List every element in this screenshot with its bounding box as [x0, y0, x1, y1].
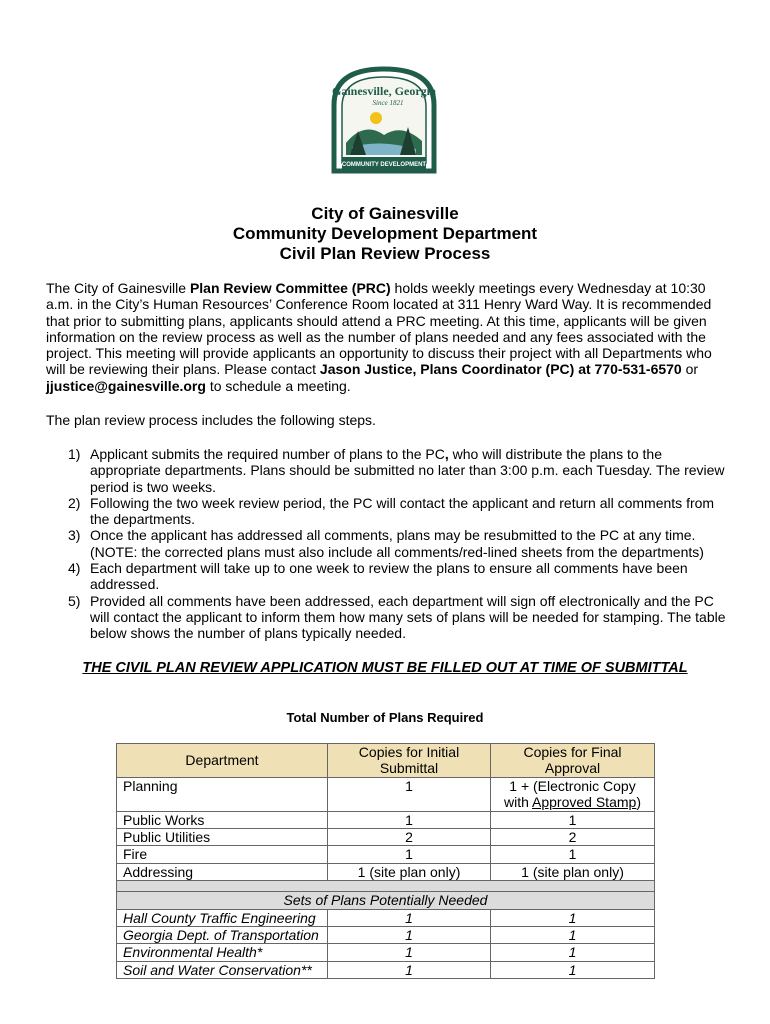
- cell-final: 1: [491, 846, 655, 863]
- step-number: 5): [68, 592, 81, 609]
- header-initial: Copies for Initial Submittal: [328, 744, 491, 778]
- step-text: Applicant submits the required number of plans to the PC: [90, 446, 445, 462]
- cell-dept: Soil and Water Conservation**: [117, 961, 328, 978]
- cell-initial: 2: [328, 829, 491, 846]
- cell-final: 1: [491, 927, 655, 944]
- step-text: Provided all comments have been addressed, each department will sign off electronically and the PC will contact the applicant to inform them how many sets of plans will be needed for stamping. The table below shows the number of plans typically needed.: [90, 592, 726, 642]
- city-seal-icon: [330, 65, 438, 177]
- cell-initial: 1: [328, 927, 491, 944]
- cell-initial: 1: [328, 777, 491, 811]
- step-text-cont: who will distribute the plans to the appropriate departments. Plans should be submitted no later than 3:00 p.m. each Tuesday. The review period is two weeks.: [90, 446, 725, 495]
- step-text: Following the two week review period, the PC will contact the applicant and return all comments from the departments.: [90, 494, 715, 528]
- cell-dept: Addressing: [117, 863, 328, 880]
- city-logo: [330, 65, 438, 177]
- step-item: [46, 495, 726, 528]
- intro-text-2: holds weekly meetings every Wednesday at 10:30 a.m. in the City’s Human Resources’ Conference Room located at 311 Henry Ward Way. It is recommended that prior to submitting plans, applicants should attend a PRC meeting. At this time, applicants will be given information on the review process as well as the number of plans needed and any fees associated with the project. This meeting will provide applicants an opportunity to discuss their project with all Departments who will be reviewing their plans. Please contact: [46, 280, 712, 378]
- final-text: 1 + (Electronic Copy with: [504, 777, 636, 811]
- cell-dept: Hall County Traffic Engineering: [117, 909, 328, 926]
- table-row: [117, 846, 655, 863]
- header-final: Copies for Final Approval: [491, 744, 655, 778]
- cell-dept: Public Utilities: [117, 829, 328, 846]
- intro-text-3: or: [681, 361, 699, 378]
- table-subheading-row: [117, 892, 655, 909]
- plans-required-table: [116, 743, 655, 979]
- steps-list: [46, 446, 726, 642]
- intro-contact: Jason Justice, Plans Coordinator (PC) at 770-531-6570: [319, 361, 682, 378]
- intro-prc: Plan Review Committee (PRC): [189, 280, 391, 296]
- submittal-notice: THE CIVIL PLAN REVIEW APPLICATION MUST BE FILLED OUT AT TIME OF SUBMITTAL: [82, 660, 688, 676]
- step-text: Once the applicant has addressed all comments, plans may be resubmitted to the PC at any time. (NOTE: the corrected plans must also include all comments/red-lined sheets from the departments): [90, 527, 704, 560]
- cell-initial: 1: [328, 811, 491, 828]
- table-title: Total Number of Plans Required: [286, 710, 484, 725]
- header-department: Department: [117, 744, 328, 778]
- title-process: Civil Plan Review Process: [279, 244, 491, 263]
- cell-dept: Environmental Health*: [117, 944, 328, 961]
- table-spacer-row: [117, 881, 655, 892]
- cell-final: 1: [491, 811, 655, 828]
- table-row: [117, 863, 655, 880]
- cell-dept: Planning: [117, 777, 328, 811]
- cell-final: 2: [491, 829, 655, 846]
- logo-dept-text: COMMUNITY DEVELOPMENT: [341, 162, 427, 168]
- logo-since-text: Since 1821: [372, 99, 404, 107]
- cell-initial: 1: [328, 909, 491, 926]
- step-item: [46, 527, 726, 560]
- title-department: Community Development Department: [232, 224, 538, 243]
- cell-dept: Georgia Dept. of Transportation: [117, 927, 328, 944]
- cell-final: [491, 777, 655, 811]
- table-row: [117, 944, 655, 961]
- step-comma: ,: [444, 446, 449, 462]
- cell-dept: Fire: [117, 846, 328, 863]
- intro-email: jjustice@gainesville.org: [46, 377, 206, 394]
- approved-stamp: Approved Stamp: [532, 794, 637, 811]
- cell-initial: 1: [328, 846, 491, 863]
- step-number: 4): [68, 560, 81, 577]
- step-number: 3): [68, 527, 81, 544]
- spacer-cell: [117, 881, 655, 892]
- step-item: [46, 560, 726, 593]
- table-row: [117, 811, 655, 828]
- final-close: ): [636, 794, 641, 811]
- cell-initial: 1 (site plan only): [328, 863, 491, 880]
- cell-final: 1: [491, 944, 655, 961]
- table-row: [117, 777, 655, 811]
- cell-final: 1 (site plan only): [491, 863, 655, 880]
- table-header-row: [117, 744, 655, 778]
- step-item: [46, 593, 726, 642]
- table-row: [117, 829, 655, 846]
- step-number: 1): [68, 446, 81, 462]
- table-row: [117, 909, 655, 926]
- cell-initial: 1: [328, 961, 491, 978]
- step-number: 2): [68, 494, 81, 511]
- intro-text-4: to schedule a meeting.: [205, 377, 351, 394]
- subheading-cell: Sets of Plans Potentially Needed: [117, 892, 655, 909]
- cell-dept: Public Works: [117, 811, 328, 828]
- logo-city-text: Gainesville, Georgia: [332, 84, 436, 98]
- table-row: [117, 927, 655, 944]
- table-row: [117, 961, 655, 978]
- step-text: Each department will take up to one week to review the plans to ensure all comments have been addressed.: [90, 560, 688, 593]
- step-item: [46, 446, 726, 495]
- cell-final: 1: [491, 961, 655, 978]
- title-city: City of Gainesville: [311, 204, 459, 223]
- steps-intro: The plan review process includes the following steps.: [46, 412, 376, 428]
- intro-text-1: The City of Gainesville: [46, 280, 190, 296]
- cell-final: 1: [491, 909, 655, 926]
- cell-initial: 1: [328, 944, 491, 961]
- intro-paragraph: [46, 280, 726, 394]
- document-titles: [0, 204, 770, 264]
